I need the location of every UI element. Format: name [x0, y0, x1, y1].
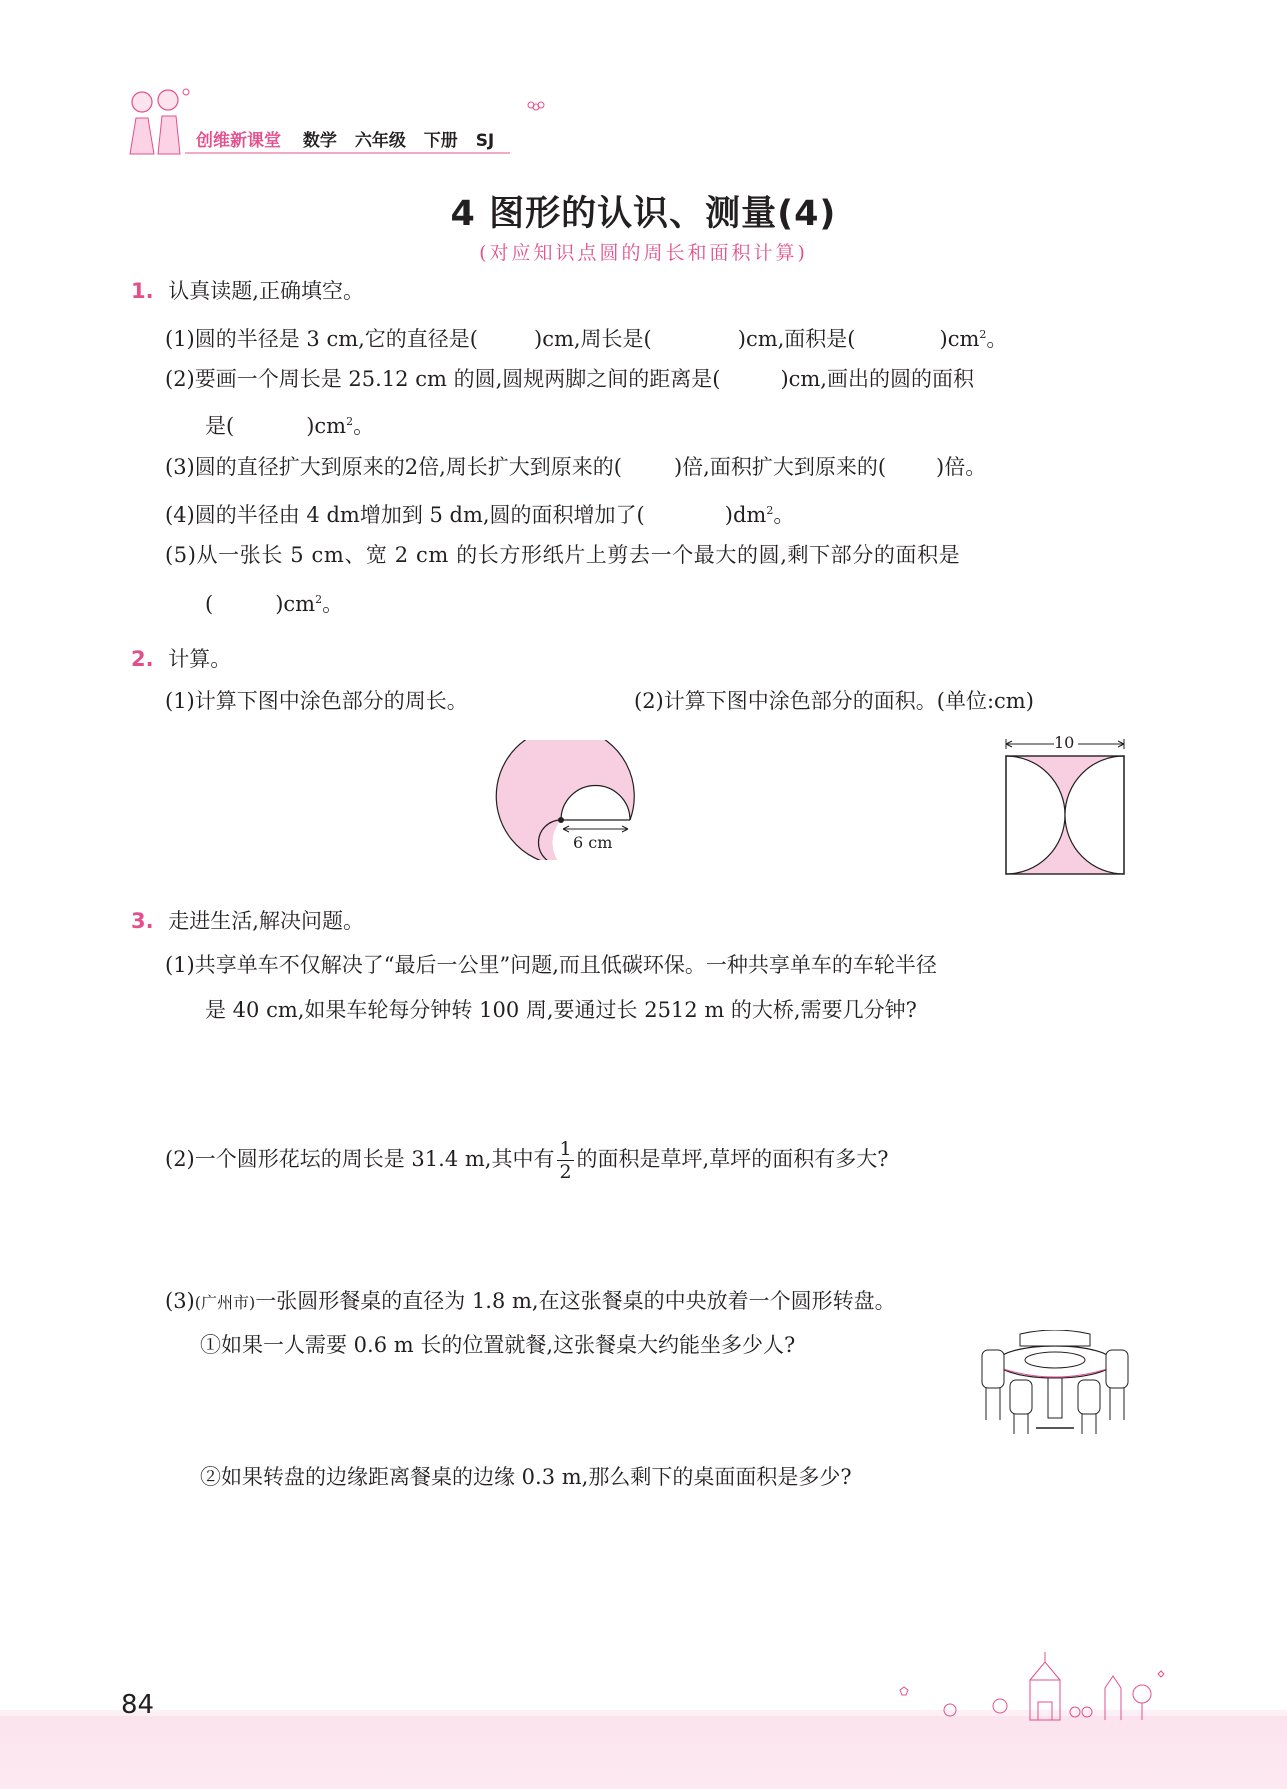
figure-square — [1000, 736, 1130, 878]
superscript: 2 — [346, 415, 354, 428]
footer-band — [0, 1716, 1287, 1789]
q3-problem-3-part-1: ①如果一人需要 0.6 m 长的位置就餐,这张餐桌大约能坐多少人? — [200, 1333, 796, 1357]
castle-decoration-icon — [880, 1650, 1170, 1722]
source-tag: (广州市) — [194, 1293, 256, 1312]
header-underline — [185, 152, 510, 154]
edition: SJ — [475, 131, 495, 151]
problem-text: 一张圆形餐桌的直径为 1.8 m,在这张餐桌的中央放着一个圆形转盘。 — [255, 1289, 896, 1313]
item-text: 。 — [773, 503, 795, 527]
question-number: 3. — [131, 909, 154, 933]
item-text: )dm — [724, 503, 767, 527]
question-1-heading — [131, 276, 364, 306]
question-3-heading — [131, 906, 364, 936]
page-number: 84 — [121, 1690, 155, 1720]
brand-name: 创维新课堂 — [196, 131, 281, 151]
fraction — [557, 1138, 573, 1183]
item-text: )cm — [306, 414, 347, 438]
q1-item-5 — [165, 540, 960, 570]
item-text: (2)要画一个周长是 25.12 cm 的圆,圆规两脚之间的距离是( — [165, 367, 721, 391]
question-number: 2. — [131, 647, 154, 671]
volume: 下册 — [423, 131, 458, 151]
item-text: (1)圆的半径是 3 cm,它的直径是( — [165, 327, 478, 351]
q3-problem-2 — [165, 1138, 888, 1183]
grade: 六年级 — [354, 131, 406, 151]
figure-crescent — [485, 740, 635, 860]
problem-text: 的面积是草坪,草坪的面积有多大? — [576, 1147, 889, 1171]
item-text: 。 — [986, 327, 1008, 351]
page-title: 4 图形的认识、测量(4) — [450, 194, 837, 234]
superscript: 2 — [766, 504, 774, 517]
item-text: )cm — [275, 592, 316, 616]
subject: 数学 — [302, 131, 337, 151]
q3-problem-1-line-1: (1)共享单车不仅解决了“最后一公里”问题,而且低碳环保。一种共享单车的车轮半径 — [165, 953, 937, 977]
question-number: 1. — [131, 279, 154, 303]
q1-item-1 — [165, 320, 1007, 354]
question-2-heading — [131, 644, 231, 674]
superscript: 2 — [315, 593, 323, 606]
item-text: )倍。 — [936, 455, 987, 479]
item-text: )cm,周长是( — [534, 327, 652, 351]
kids-logo-icon — [118, 84, 198, 156]
running-header — [196, 126, 494, 151]
problem-text: (2)一个圆形花坛的周长是 31.4 m,其中有 — [165, 1147, 555, 1171]
q1-item-2 — [165, 364, 974, 394]
flower-icon — [526, 98, 546, 116]
item-text: (5)从一张长 5 cm、宽 2 cm 的长方形纸片上剪去一个最大的圆,剩下部分的面积是 — [165, 543, 961, 567]
item-text: )cm,面积是( — [737, 327, 856, 351]
question-text: 认真读题,正确填空。 — [168, 279, 364, 303]
item-text: )cm,画出的圆的面积 — [780, 367, 974, 391]
denominator: 2 — [559, 1161, 572, 1183]
numerator: 1 — [559, 1138, 572, 1160]
item-text: )倍,面积扩大到原来的( — [673, 455, 887, 479]
q2-sub-2: (2)计算下图中涂色部分的面积。(单位:cm) — [634, 689, 1034, 713]
page-subtitle: (对应知识点圆的周长和面积计算) — [479, 242, 808, 264]
q3-problem-3 — [165, 1286, 896, 1318]
q1-item-5-cont — [205, 585, 343, 619]
figure-2-label: 10 — [1054, 733, 1075, 752]
item-text: 。 — [353, 414, 375, 438]
question-text: 走进生活,解决问题。 — [168, 909, 364, 933]
q2-sub-1: (1)计算下图中涂色部分的周长。 — [165, 689, 468, 713]
item-text: 是( — [205, 414, 235, 438]
q1-item-3 — [165, 452, 986, 482]
figure-1-label: 6 cm — [573, 833, 613, 852]
item-text: 。 — [322, 592, 344, 616]
superscript: 2 — [979, 328, 987, 341]
problem-number: (3) — [165, 1289, 195, 1313]
item-text: ( — [205, 592, 214, 616]
item-text: )cm — [939, 327, 980, 351]
item-text: (3)圆的直径扩大到原来的2倍,周长扩大到原来的( — [165, 455, 622, 479]
q1-item-2-cont — [205, 407, 374, 441]
question-text: 计算。 — [168, 647, 232, 671]
q3-problem-1-line-2: 是 40 cm,如果车轮每分钟转 100 周,要通过长 2512 m 的大桥,需要几分钟? — [205, 998, 917, 1022]
q1-item-4 — [165, 496, 794, 530]
dining-table-icon — [980, 1330, 1130, 1440]
q3-problem-3-part-2: ②如果转盘的边缘距离餐桌的边缘 0.3 m,那么剩下的桌面面积是多少? — [200, 1465, 852, 1489]
item-text: (4)圆的半径由 4 dm增加到 5 dm,圆的面积增加了( — [165, 503, 645, 527]
